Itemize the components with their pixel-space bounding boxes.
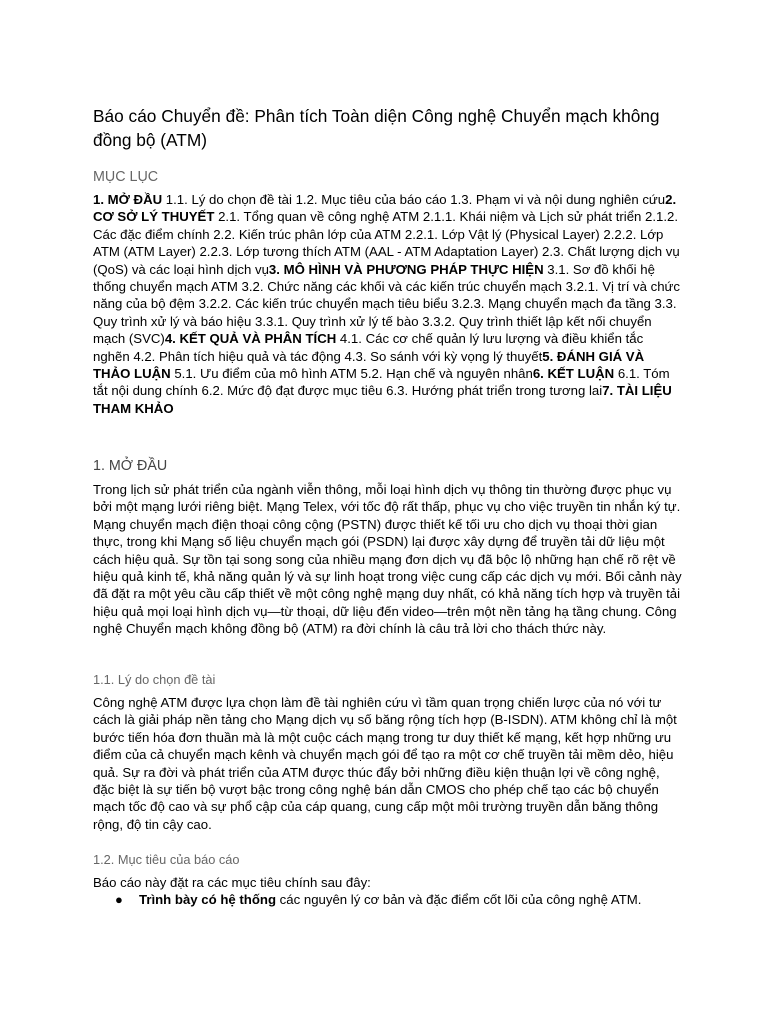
intro-paragraph: Trong lịch sử phát triển của ngành viễn thông, mỗi loại hình dịch vụ thông tin thường được phục vụ bởi một mạng lưới riêng biệt. Mạng Telex, với tốc độ rất thấp, phục vụ cho việc truyền tin nhắn ký tự. Mạng chuyển mạch điện thoại công cộng (PSTN) được thiết kế tối ưu cho dịch vụ thoại thời gian thực, trong khi Mạng số liệu chuyển mạch gói (PSDN) lại được xây dựng để truyền tải dữ liệu một cách hiệu quả. Sự tồn tại song song của nhiều mạng đơn dịch vụ đã bộc lộ những hạn chế rõ rệt về hiệu quả kinh tế, khả năng quản lý và sự linh hoạt trong việc cung cấp các dịch vụ mới. Bối cảnh này đã đặt ra một yêu cầu cấp thiết về một công nghệ mạng duy nhất, có khả năng tích hợp và truyền tải hiệu quả mọi loại hình dịch vụ—từ thoại, dữ liệu đến video—trên một nền tảng hạ tầng chung. Công nghệ Chuyển mạch không đồng bộ (ATM) ra đời chính là câu trả lời cho thách thức này. <box>93 482 682 637</box>
toc-section-2-title: 2. CƠ SỞ LÝ THUYẾT <box>93 192 677 225</box>
reason-paragraph: Công nghệ ATM được lựa chọn làm đề tài nghiên cứu vì tầm quan trọng chiến lược của nó với tư cách là giải pháp nền tảng cho Mạng dịch vụ số băng rộng tích hợp (B-ISDN). ATM không chỉ là một bước tiến hóa đơn thuần mà là một cuộc cách mạng trong tư duy thiết kế mạng, kết hợp những ưu điểm của cả chuyển mạch kênh và chuyển mạch gói để tạo ra một cơ chế truyền tải mềm dẻo, hiệu quả. Sự ra đời và phát triển của ATM được thúc đẩy bởi những điều kiện thuận lợi về công nghệ, đặc biệt là sự tiến bộ vượt bậc trong công nghệ bán dẫn CMOS cho phép chế tạo các bộ chuyển mạch tốc độ cao và sự phổ cập của cáp quang, cung cấp một môi trường truyền dẫn băng thông rộng, độ tin cậy cao. <box>93 695 677 832</box>
bullet-text: các nguyên lý cơ bản và đặc điểm cốt lõi của công nghệ ATM. <box>276 892 642 907</box>
toc-section-6-items: 6.1. Tóm tắt nội dung chính 6.2. Mức độ đạt được mục tiêu 6.3. Hướng phát triển trong tương lai <box>93 366 670 399</box>
toc-section-4-items: 4.1. Các cơ chế quản lý lưu lượng và điều khiển tắc nghẽn 4.2. Phân tích hiệu quả và tác động 4.3. So sánh với kỳ vọng lý thuyết <box>93 331 644 364</box>
toc-section-6-title: 6. KẾT LUẬN <box>532 366 615 382</box>
bullet-bold-text: Trình bày có hệ thống <box>139 892 277 907</box>
bullet-icon: ● <box>115 892 123 907</box>
toc-section-5-items: 5.1. Ưu điểm của mô hình ATM 5.2. Hạn chế và nguyên nhân <box>170 366 533 382</box>
toc-section-7-title: 7. TÀI LIỆU THAM KHẢO <box>93 383 672 416</box>
toc-section-2-items: 2.1. Tổng quan về công nghệ ATM 2.1.1. Khái niệm và Lịch sử phát triển 2.1.2. Các đặc điểm chính 2.2. Kiến trúc phân lớp của ATM 2.2.1. Lớp Vật lý (Physical Layer) 2.2.2. Lớp ATM (ATM Layer) 2.2.3. Lớp tương thích ATM (AAL - ATM Adaptation Layer) 2.3. Chất lượng dịch vụ (QoS) và các loại hình dịch vụ <box>93 209 680 277</box>
document-title: Báo cáo Chuyển đề: Phân tích Toàn diện Công nghệ Chuyển mạch không đồng bộ (ATM) <box>93 106 660 150</box>
section-heading-intro: 1. MỞ ĐẦU <box>93 458 168 474</box>
goals-bullet-list <box>113 891 673 908</box>
toc-heading: MỤC LỤC <box>93 169 159 185</box>
toc-section-1-items: 1.1. Lý do chọn đề tài 1.2. Mục tiêu của báo cáo 1.3. Phạm vi và nội dung nghiên cứu <box>162 192 666 207</box>
list-item <box>113 891 673 908</box>
goals-lead-paragraph: Báo cáo này đặt ra các mục tiêu chính sau đây: <box>93 875 371 890</box>
toc-section-3-items: 3.1. Sơ đồ khối hệ thống chuyển mạch ATM 3.2. Chức năng các khối và các kiến trúc chuyển mạch 3.2.1. Vị trí và chức năng của bộ đệm 3.2.2. Các kiến trúc chuyển mạch tiêu biểu 3.2.3. Mạng chuyển mạch đa tầng 3.3. Quy trình xử lý và báo hiệu 3.3.1. Quy trình xử lý tế bào 3.3.2. Quy trình thiết lập kết nối chuyển mạch (SVC) <box>93 261 680 347</box>
subsection-heading-goals: 1.2. Mục tiêu của báo cáo <box>93 852 240 867</box>
toc-section-5-title: 5. ĐÁNH GIÁ VÀ THẢO LUẬN <box>93 348 645 382</box>
toc-section-4-title: 4. KẾT QUẢ VÀ PHÂN TÍCH <box>164 331 337 347</box>
table-of-contents <box>93 191 683 417</box>
toc-section-1-title: 1. MỞ ĐẦU <box>93 192 163 207</box>
subsection-heading-reason: 1.1. Lý do chọn đề tài <box>93 672 216 687</box>
toc-section-3-title: 3. MÔ HÌNH VÀ PHƯƠNG PHÁP THỰC HIỆN <box>268 261 544 277</box>
